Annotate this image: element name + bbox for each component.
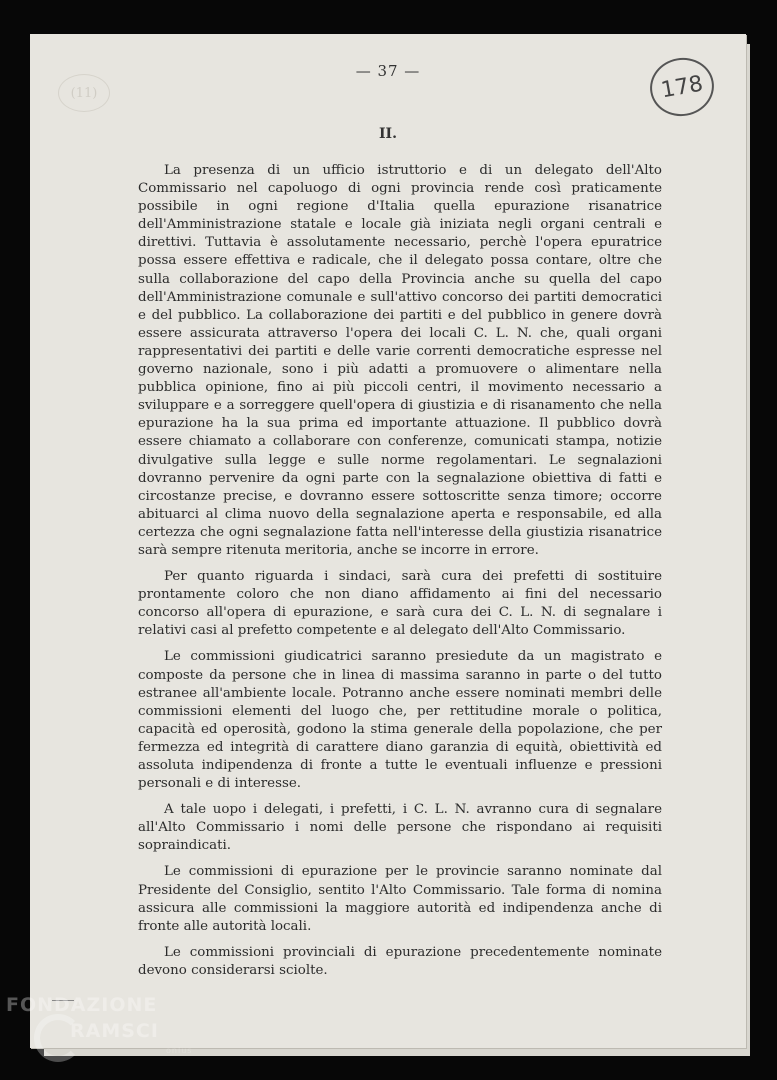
paragraph-5: Le commissioni di epurazione per le provincie saranno nominate dal Presidente del Consiglio, sentito l'Alto Commissario. Tale forma di nomina assicura alle commissioni la maggiore autorità ed indipendenza anche di fronte alle autorità locali. — [138, 864, 662, 934]
paragraph-1: La presenza di un ufficio istruttorio e di un delegato dell'Alto Commissario nel capoluogo di ogni provincia rende così praticamente possibile in ogni regione d'Italia quella epurazione risanatrice dell'Amministrazione statale e locale già iniziata negli organi centrali e direttivi. Tuttavia è assolutamente necessario, perchè l'opera epuratrice possa essere effettiva e radicale, che il delegato possa contare, oltre che sulla collaborazione del capo della Provincia anche su quella del capo dell'Amministrazione comunale e sull'attivo concorso dei partiti democratici e del pubblico. La collaborazione dei partiti e del pubblico in genere dovrà essere assicurata attraverso l'opera dei locali C. L. N. che, quali organi rappresentativi dei partiti e delle varie correnti democratiche espresse nel governo nazionale, sono i più adatti a promuovere o alimentare nella pubblica opinione, fino ai più piccoli centri, il movimento necessario a sviluppare e a sorreggere quell'opera di giustizia e di risanamento che nella epurazione ha la sua prima ed importante attuazione. Il pubblico dovrà essere chiamato a collaborare con conferenze, comunicati stampa, notizie divulgative sulla legge e sulle norme regolamentari. Le segnalazioni dovranno pervenire da ogni parte con la segnalazione obiettiva di fatti e circostanze precise, e dovranno essere sottoscritte senza timore; occorre abituarci al clima nuovo della segnalazione aperta e responsabile, ed alla certezza che ogni segnalazione fatta nell'interesse della giustizia risanatrice sarà sempre ritenuta meritoria, anche se incorre in errore. — [138, 163, 662, 558]
paragraph-2: Per quanto riguarda i sindaci, sarà cura dei prefetti di sostituire prontamente coloro che non diano affidamento ai fini del necessario concorso all'opera di epurazione, e sarà cura dei C. L. N. di segnalare i relativi casi al prefetto competente e al delegato dell'Alto Commissario. — [138, 569, 662, 639]
paragraph-3: Le commissioni giudicatrici saranno presiedute da un magistrato e composte da persone che in linea di massima saranno in parte o del tutto estranee all'ambiente locale. Potranno anche essere nominati membri delle commissioni elementi del luogo che, per rettitudine morale o politica, capacità ed operosità, godono la stima generale della popolazione, che per fermezza ed integrità di carattere diano garanzia di equità, obiettività ed assoluta indipendenza di fronte a tutte le eventuali influenze e pressioni personali e di interesse. — [138, 649, 662, 792]
body-text — [138, 162, 662, 988]
watermark-line-3: onlus — [166, 1046, 193, 1055]
paragraph-6: Le commissioni provinciali di epurazione precedentemente nominate devono considerarsi sciolte. — [138, 944, 662, 978]
fondazione-gramsci-watermark — [6, 994, 206, 1074]
faint-pencil-mark: (11) — [58, 74, 110, 112]
archive-number-circled: 178 — [645, 53, 718, 121]
watermark-line-1: FONDAZIONE — [6, 994, 158, 1016]
paragraph-4: A tale uopo i delegati, i prefetti, i C. L. N. avranno cura di segnalare all'Alto Commissario i nomi delle persone che rispondano ai requisiti sopraindicati. — [138, 802, 662, 854]
section-heading: II. — [379, 126, 397, 142]
watermark-line-2: RAMSCI — [70, 1020, 159, 1042]
document-page — [30, 34, 746, 1048]
page-number: — 37 — — [355, 62, 421, 80]
